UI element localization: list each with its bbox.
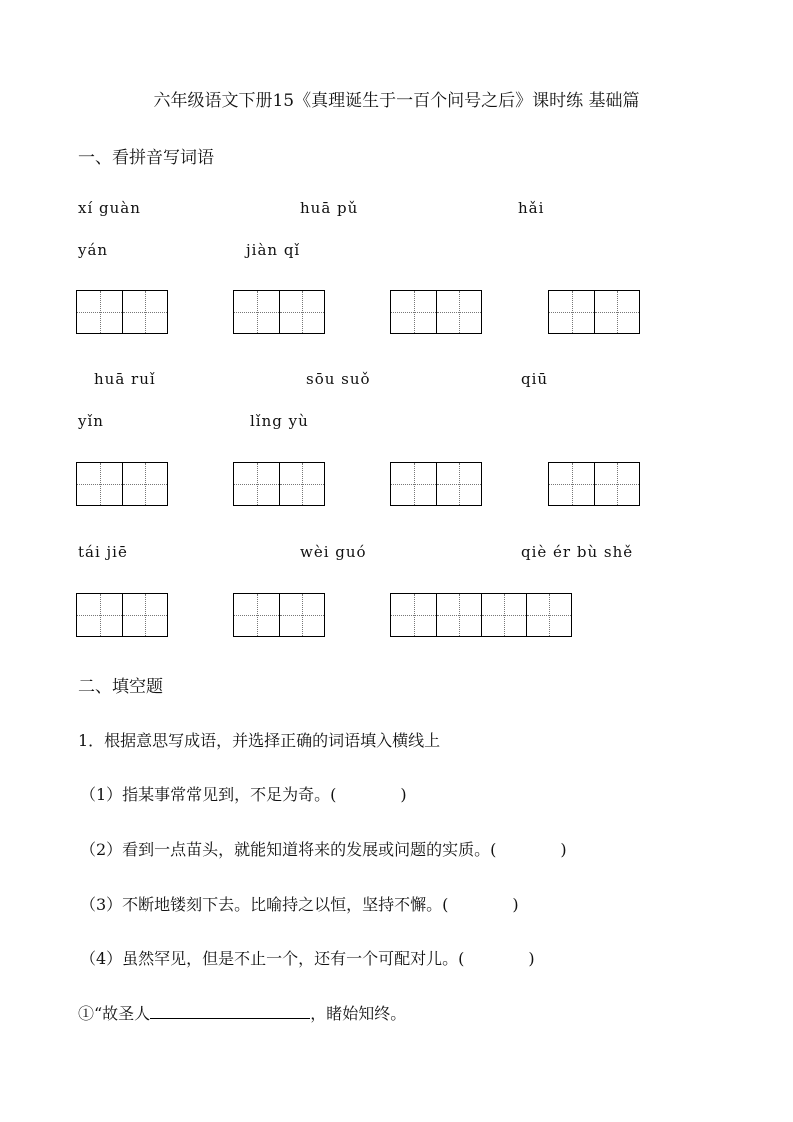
pinyin-tai-jie: tái jiē: [78, 543, 128, 561]
pinyin-yan: yán: [78, 241, 109, 259]
answer-grid[interactable]: [390, 462, 482, 506]
pinyin-jian-qi: jiàn qǐ: [246, 241, 301, 259]
question-1-item-3: （3）不断地镂刻下去。比喻持之以恒，坚持不懈。( ): [80, 895, 519, 914]
answer-grid[interactable]: [233, 593, 325, 637]
pinyin-yin: yǐn: [78, 412, 104, 430]
pinyin-wei-guo: wèi guó: [300, 543, 367, 561]
pinyin-hua-pu: huā pǔ: [300, 199, 359, 217]
answer-grid[interactable]: [76, 290, 168, 334]
section1-heading: 一、看拼音写词语: [78, 148, 214, 168]
answer-grid[interactable]: [233, 290, 325, 334]
fill-prefix: ①“故圣人: [78, 1004, 151, 1023]
pinyin-ling-yu: lǐng yù: [250, 412, 309, 430]
pinyin-qiu: qiū: [521, 370, 549, 388]
fill-in-sentence: [78, 1001, 406, 1024]
pinyin-sou-suo: sōu suǒ: [306, 370, 371, 388]
answer-grid[interactable]: [548, 462, 640, 506]
answer-grid[interactable]: [76, 593, 168, 637]
pinyin-hua-rui: huā ruǐ: [94, 370, 156, 388]
page-title: 六年级语文下册15《真理诞生于一百个问号之后》课时练 基础篇: [153, 91, 640, 111]
pinyin-hai: hǎi: [518, 199, 545, 217]
question-1-item-2: （2）看到一点苗头，就能知道将来的发展或问题的实质。( ): [80, 840, 567, 859]
fill-blank[interactable]: [150, 1004, 310, 1019]
question-1-item-1: （1）指某事常常见到，不足为奇。( ): [80, 785, 407, 804]
answer-grid[interactable]: [233, 462, 325, 506]
pinyin-xi-guan: xí guàn: [78, 199, 141, 217]
answer-grid[interactable]: [76, 462, 168, 506]
pinyin-qie-er-bu-she: qiè ér bù shě: [521, 543, 634, 561]
section2-heading: 二、填空题: [78, 677, 163, 697]
answer-grid[interactable]: [390, 593, 572, 637]
fill-suffix: ，睹始知终。: [310, 1004, 407, 1023]
question-1: 1．根据意思写成语，并选择正确的词语填入横线上: [78, 731, 441, 750]
answer-grid[interactable]: [390, 290, 482, 334]
question-1-item-4: （4）虽然罕见，但是不止一个，还有一个可配对儿。( ): [80, 949, 535, 968]
answer-grid[interactable]: [548, 290, 640, 334]
